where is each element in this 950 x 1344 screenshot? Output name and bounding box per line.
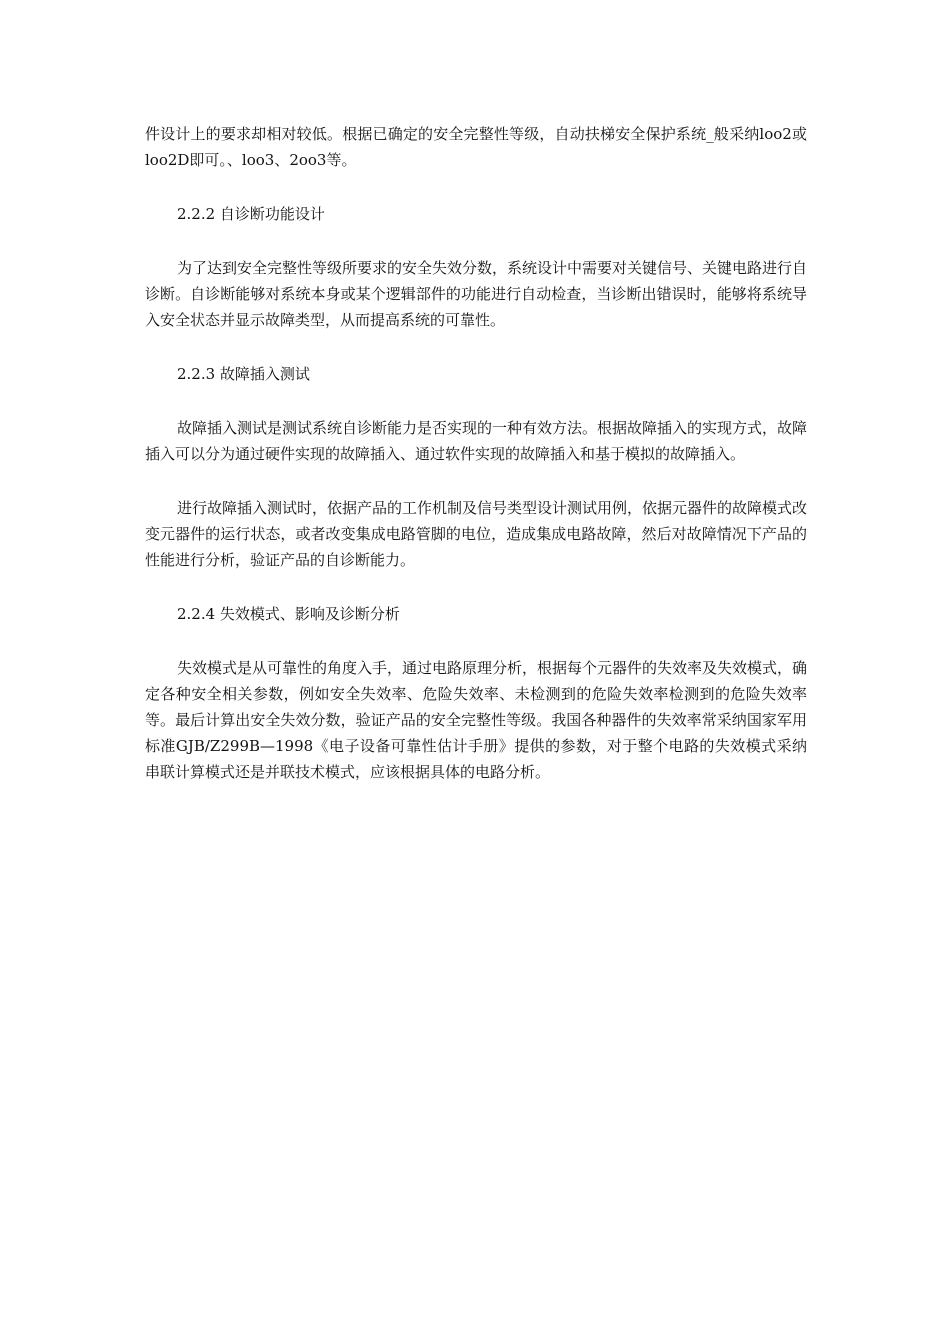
paragraph-self-diagnosis: 为了达到安全完整性等级所要求的安全失效分数，系统设计中需要对关键信号、关键电路进行自诊断。自诊断能够对系统本身或某个逻辑部件的功能进行自动检查，当诊断出错误时，能够将系统导入安全状态并显示故障类型，从而提高系统的可靠性。 [145,259,808,329]
paragraph-continuation: 件设计上的要求却相对较低。根据已确定的安全完整性等级，自动扶梯安全保护系统_般采纳loo2或loo2D即可。、loo3、2oo3等。 [145,125,807,169]
paragraph-fmeda: 失效模式是从可靠性的角度入手，通过电路原理分析，根据每个元器件的失效率及失效模式，确定各种安全相关参数，例如安全失效率、危险失效率、未检测到的危险失效率检测到的危险失效率等。最后计算出安全失效分数，验证产品的安全完整性等级。我国各种器件的失效率常采纳国家军用标准GJB/Z299B—1998《电子设备可靠性估计手册》提供的参数，对于整个电路的失效模式采纳串联计算模式还是并联技术模式，应该根据具体的电路分析。 [145,659,808,781]
section-heading-2-2-4: 2.2.4 失效模式、影响及诊断分析 [177,605,400,623]
section-heading-2-2-2: 2.2.2 自诊断功能设计 [177,205,325,223]
paragraph-fault-injection-procedure: 进行故障插入测试时，依据产品的工作机制及信号类型设计测试用例，依据元器件的故障模式改变元器件的运行状态，或者改变集成电路管脚的电位，造成集成电路故障，然后对故障情况下产品的性能进行分析，验证产品的自诊断能力。 [145,499,808,569]
paragraph-fault-injection-intro: 故障插入测试是测试系统自诊断能力是否实现的一种有效方法。根据故障插入的实现方式，故障插入可以分为通过硬件实现的故障插入、通过软件实现的故障插入和基于模拟的故障插入。 [145,419,808,463]
section-heading-2-2-3: 2.2.3 故障插入测试 [177,365,310,383]
document-body [145,121,807,813]
